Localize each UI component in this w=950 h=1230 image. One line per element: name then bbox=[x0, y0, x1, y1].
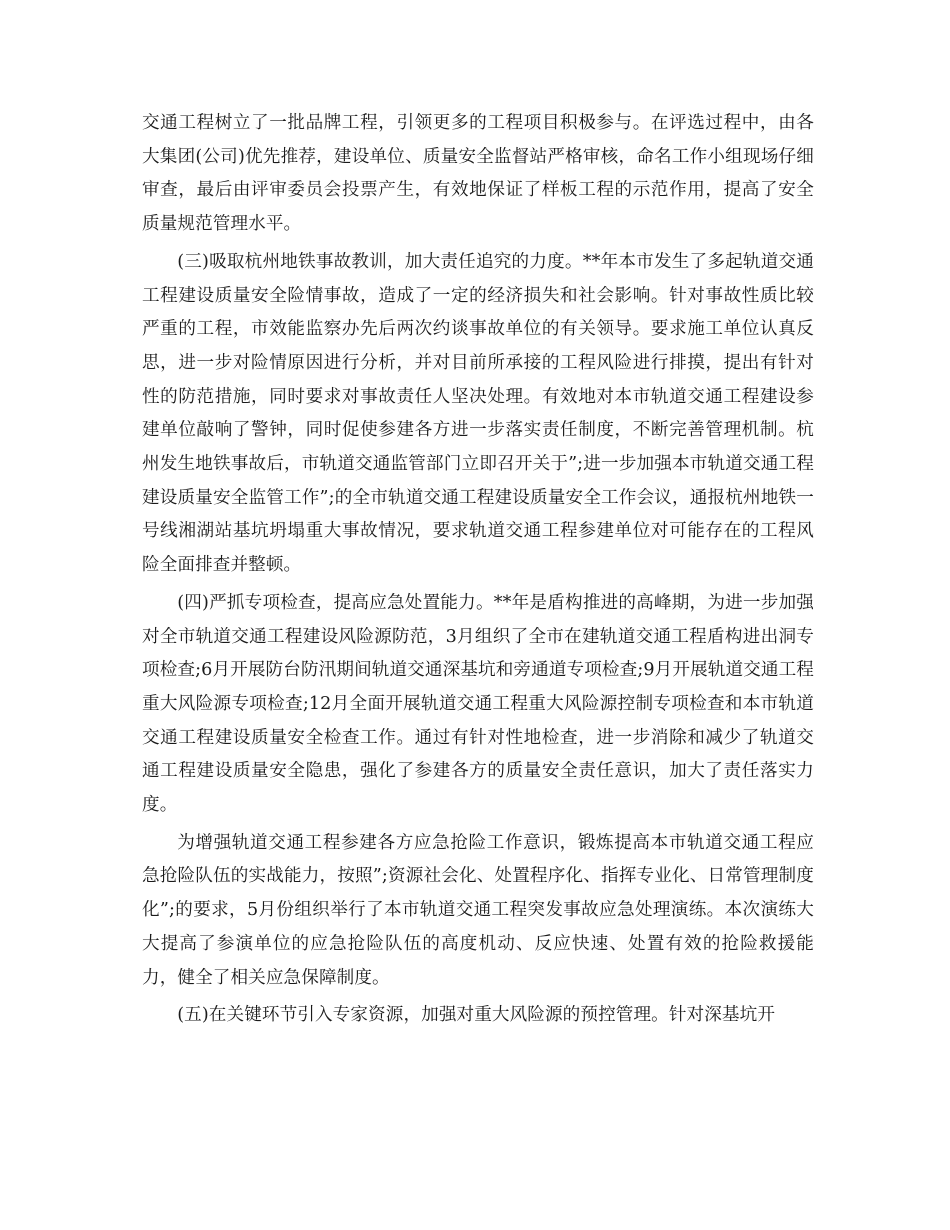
paragraph-5: (五)在关键环节引入专家资源，加强对重大风险源的预控管理。针对深基坑开 bbox=[177, 1005, 776, 1026]
paragraph-4: 为增强轨道交通工程参建各方应急抢险工作意识，锻炼提高本市轨道交通工程应急抢险队伍的实战能力，按照”;资源社会化、处置程序化、指挥专业化、日常管理制度化”;的要求，5月份组织举行了本市轨道交通工程突发事故应急处理演练。本次演练大大提高了参演单位的应急抢险队伍的高度机动、反应快速、处置有效的抢险救援能力，健全了相关应急保障制度。 bbox=[142, 832, 814, 988]
paragraph-3: (四)严抓专项检查，提高应急处置能力。**年是盾构推进的高峰期，为进一步加强对全市轨道交通工程建设风险源防范，3月组织了全市在建轨道交通工程盾构进出洞专项检查;6月开展防台防汛期间轨道交通深基坑和旁通道专项检查;9月开展轨道交通工程重大风险源专项检查;12月全面开展轨道交通工程重大风险源控制专项检查和本市轨道交通工程建设质量安全检查工作。通过有针对性地检查，进一步消除和减少了轨道交通工程建设质量安全隐患，强化了参建各方的质量安全责任意识，加大了责任落实力度。 bbox=[142, 592, 814, 816]
paragraph-1: 交通工程树立了一批品牌工程，引领更多的工程项目积极参与。在评选过程中，由各大集团(公司)优先推荐，建设单位、质量安全监督站严格审核，命名工作小组现场仔细审查，最后由评审委员会投票产生，有效地保证了样板工程的示范作用，提高了安全质量规范管理水平。 bbox=[142, 113, 814, 235]
document-body bbox=[142, 107, 814, 1033]
paragraph-2: (三)吸取杭州地铁事故教训，加大责任追究的力度。**年本市发生了多起轨道交通工程建设质量安全险情事故，造成了一定的经济损失和社会影响。针对事故性质比较严重的工程，市效能监察办先后两次约谈事故单位的有关领导。要求施工单位认真反思，进一步对险情原因进行分析，并对目前所承接的工程风险进行排摸，提出有针对性的防范措施，同时要求对事故责任人坚决处理。有效地对本市轨道交通工程建设参建单位敲响了警钟，同时促使参建各方进一步落实责任制度，不断完善管理机制。杭州发生地铁事故后，市轨道交通监管部门立即召开关于”;进一步加强本市轨道交通工程建设质量安全监管工作”;的全市轨道交通工程建设质量安全工作会议，通报杭州地铁一号线湘湖站基坑坍塌重大事故情况，要求轨道交通工程参建单位对可能存在的工程风险全面排查并整顿。 bbox=[142, 251, 814, 576]
